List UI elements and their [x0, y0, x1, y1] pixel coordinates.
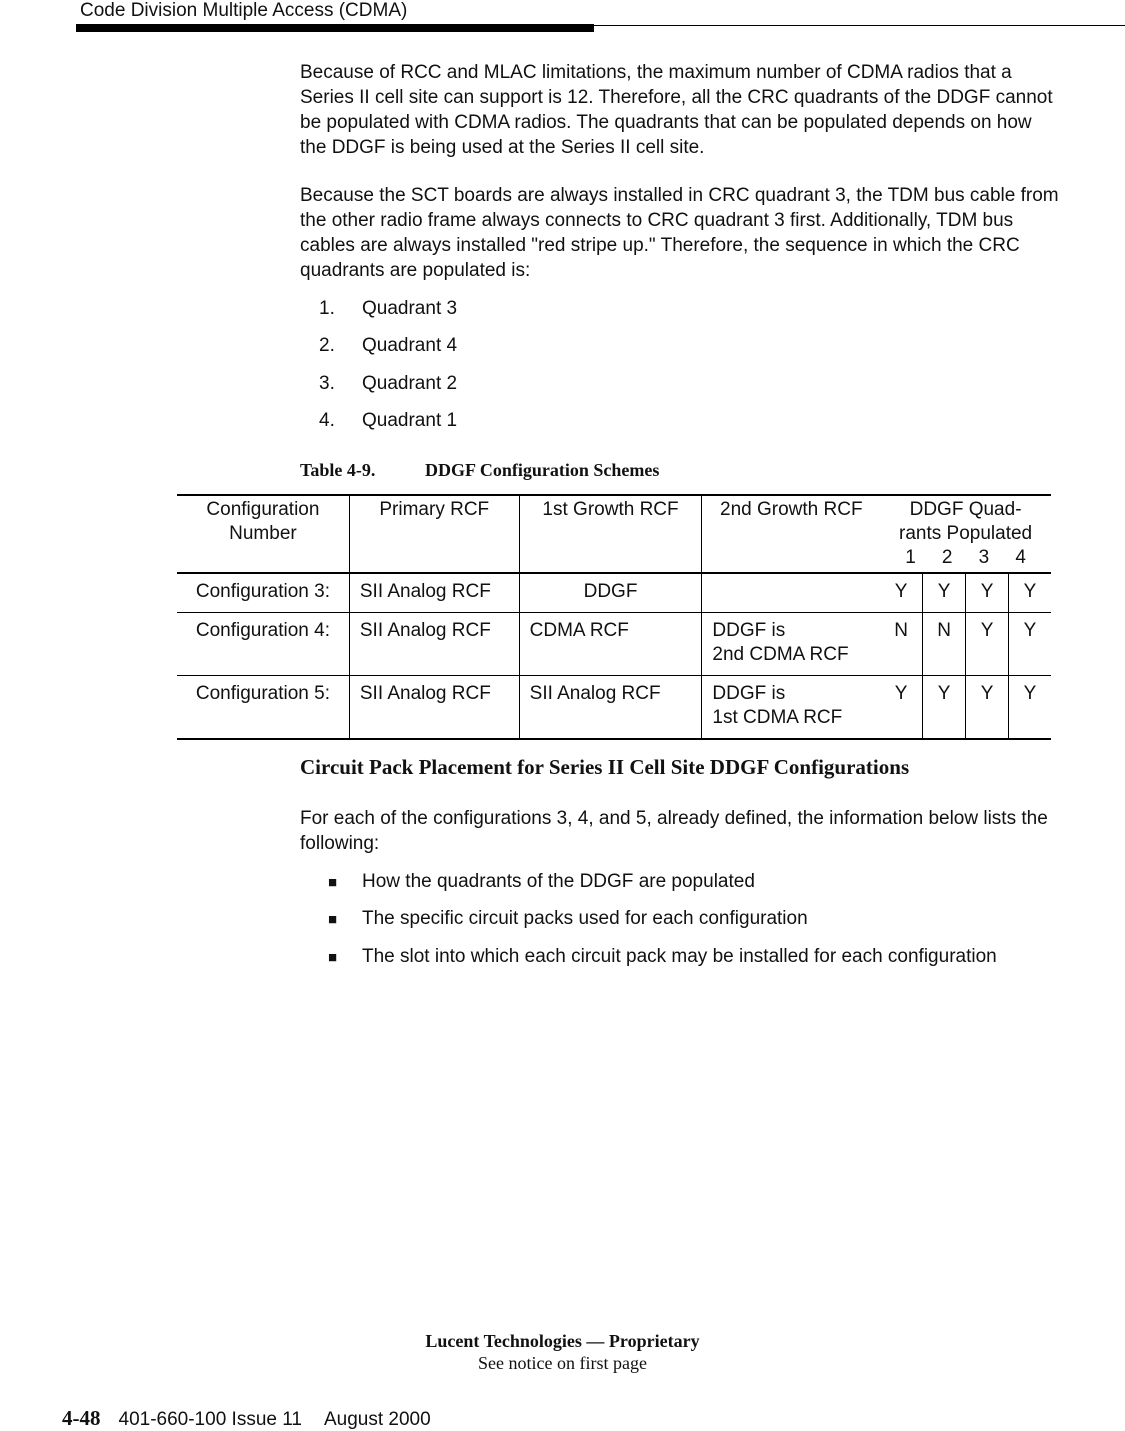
paragraph-rcc-limitations: Because of RCC and MLAC limitations, the maximum number of CDMA radios that a Series II cell site can support is 12. Therefore, all the CRC quadrants of the DDGF cannot be populated with CDMA radios. The quadrants that can be populated depends on how the DDGF is being used at the Series II cell site.: [300, 62, 1053, 158]
list-item: 2. Quadrant 4: [319, 335, 458, 356]
col-primary-rcf: Primary RCF: [349, 495, 519, 573]
running-header: Code Division Multiple Access (CDMA): [80, 0, 408, 21]
list-item: ■ How the quadrants of the DDGF are populated: [300, 869, 755, 895]
doc-number: 401-660-100 Issue 11: [118, 1409, 302, 1430]
footer-proprietary: Lucent Technologies — Proprietary: [425, 1331, 700, 1351]
header-rule-thick: [76, 24, 594, 32]
footer-notice: See notice on first page: [478, 1353, 647, 1373]
list-item: ■ The slot into which each circuit pack may be installed for each configuration: [300, 944, 997, 970]
section-heading: Circuit Pack Placement for Series II Cell Site DDGF Configurations: [300, 755, 910, 779]
list-item: 4. Quadrant 1: [319, 410, 458, 431]
ddgf-configuration-table: [177, 494, 1051, 740]
table-caption: [300, 460, 659, 481]
table-caption-label: Table 4-9.: [300, 460, 376, 480]
table-caption-title: DDGF Configuration Schemes: [425, 460, 660, 480]
table-row: Configuration 4: SII Analog RCF CDMA RCF DDGF is 2nd CDMA RCF N N Y Y: [177, 613, 1051, 676]
bullet-icon: ■: [328, 911, 338, 928]
list-item: 1. Quadrant 3: [319, 298, 458, 319]
section-intro: For each of the configurations 3, 4, and 5, already defined, the information below lists the following:: [300, 808, 1048, 854]
list-item: ■ The specific circuit packs used for each configuration: [300, 906, 808, 932]
page-number: 4-48: [62, 1406, 101, 1430]
page-footer: [62, 1406, 431, 1431]
paragraph-sct-boards: Because the SCT boards are always installed in CRC quadrant 3, the TDM bus cable from the other radio frame always connects to CRC quadrant 3 first. Additionally, TDM bus cables are always installed "red stripe up." Therefore, the sequence in which the CRC quadrants are populated is:: [300, 185, 1059, 281]
col-growth1-rcf: 1st Growth RCF: [519, 495, 702, 573]
doc-date: August 2000: [323, 1409, 431, 1430]
table-row: Configuration 3: SII Analog RCF DDGF Y Y Y Y: [177, 573, 1051, 613]
col-growth2-rcf: 2nd Growth RCF: [702, 495, 880, 573]
list-item: 3. Quadrant 2: [319, 373, 458, 394]
bullet-icon: ■: [328, 949, 338, 966]
bullet-icon: ■: [328, 874, 338, 891]
table-row: Configuration 5: SII Analog RCF SII Analog RCF DDGF is 1st CDMA RCF Y Y Y Y: [177, 676, 1051, 740]
col-quadrants-populated: DDGF Quad- rants Populated 1 2 3 4: [899, 499, 1033, 568]
table-header-row: [177, 495, 1051, 573]
col-config-number: Configuration Number: [206, 499, 320, 544]
